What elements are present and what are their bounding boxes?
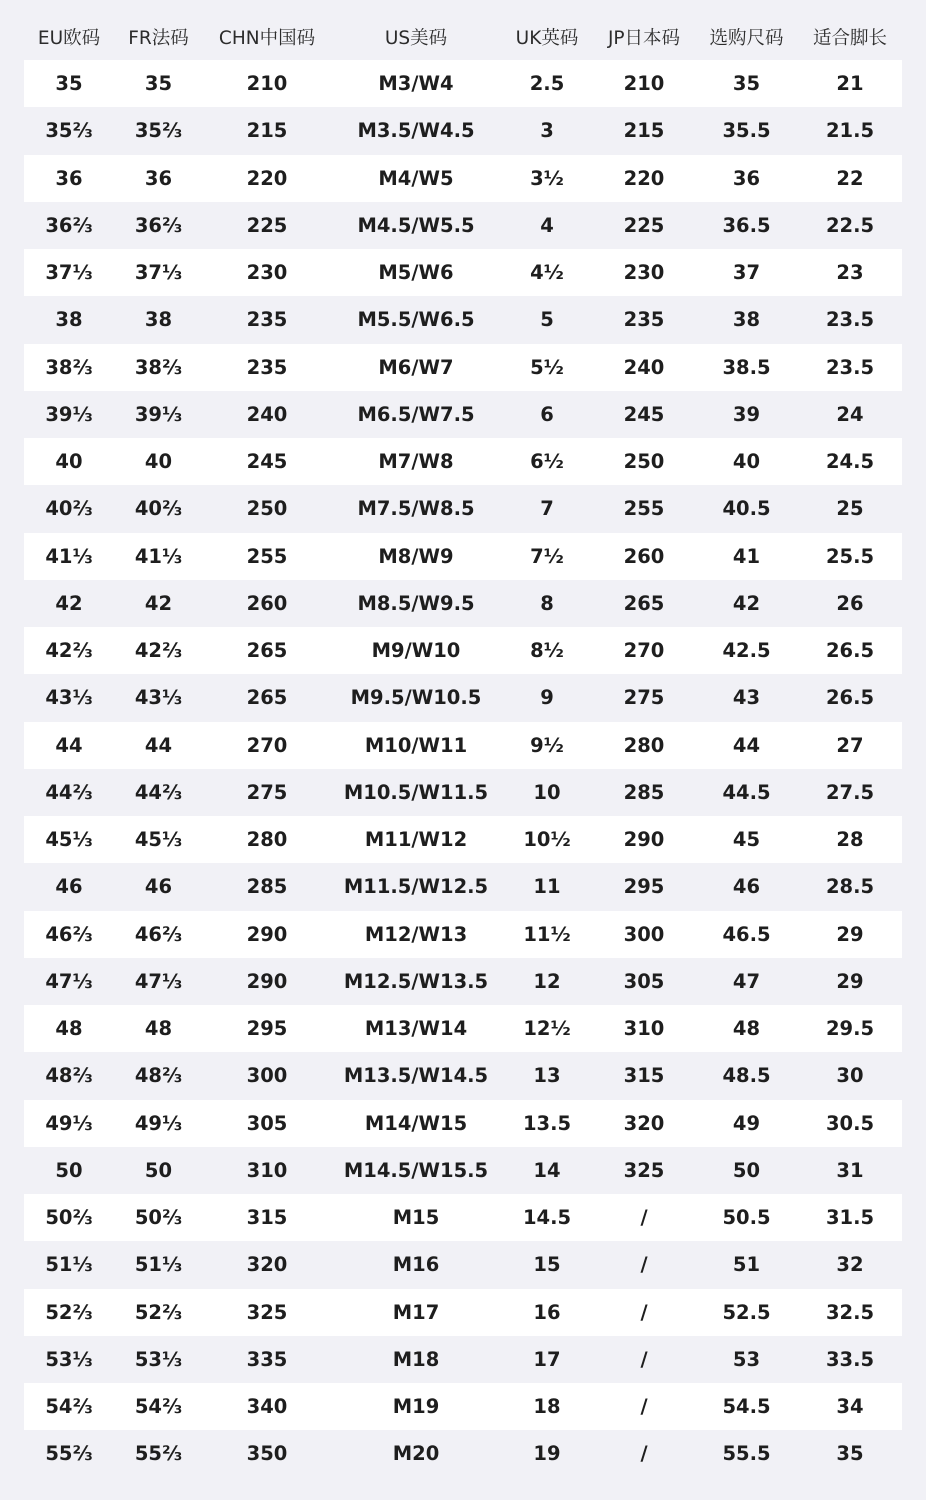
cell-fr: 44⅔	[134, 780, 183, 804]
cell-selected-size: 54.5	[722, 1395, 771, 1419]
cell-us: M4.5/W5.5	[357, 213, 475, 237]
cell-chn: 230	[246, 261, 288, 285]
table-row	[24, 911, 902, 958]
cell-jp: 285	[623, 780, 665, 804]
cell-jp: 215	[623, 119, 665, 143]
cell-selected-size: 46.5	[722, 922, 771, 946]
cell-chn: 260	[246, 591, 288, 615]
cell-us: M18	[392, 1347, 440, 1371]
table-row	[24, 533, 902, 580]
table-row	[24, 1289, 902, 1336]
cell-selected-size: 38	[732, 308, 761, 332]
header-uk: UK英码	[515, 28, 579, 49]
cell-us: M7.5/W8.5	[357, 497, 475, 521]
cell-uk: 14.5	[522, 1206, 572, 1230]
cell-eu: 35⅔	[45, 119, 93, 143]
cell-selected-size: 40.5	[722, 497, 771, 521]
cell-us: M3.5/W4.5	[357, 119, 475, 143]
cell-foot-length: 25	[836, 497, 864, 521]
cell-foot-length: 22	[836, 166, 864, 190]
cell-fr: 46⅔	[134, 922, 183, 946]
cell-us: M3/W4	[378, 72, 454, 96]
header-eu: EU欧码	[37, 28, 101, 49]
cell-uk: 9½	[530, 733, 564, 757]
cell-fr: 40	[144, 450, 173, 474]
cell-uk: 5½	[530, 355, 564, 379]
cell-us: M10/W11	[364, 733, 468, 757]
cell-fr: 39⅓	[134, 402, 183, 426]
cell-selected-size: 37	[732, 261, 761, 285]
cell-us: M20	[392, 1442, 440, 1466]
cell-uk: 17	[533, 1347, 561, 1371]
cell-jp: 270	[623, 639, 665, 663]
cell-fr: 45⅓	[134, 828, 183, 852]
size-chart-table	[24, 14, 902, 1478]
cell-foot-length: 22.5	[825, 213, 875, 237]
cell-eu: 48⅔	[45, 1064, 93, 1088]
cell-uk: 13.5	[522, 1111, 572, 1135]
cell-chn: 285	[246, 875, 288, 899]
cell-eu: 48	[55, 1017, 83, 1041]
cell-uk: 10	[533, 780, 561, 804]
cell-eu: 35	[55, 72, 83, 96]
cell-fr: 50	[144, 1158, 173, 1182]
cell-uk: 3½	[530, 166, 564, 190]
cell-fr: 49⅓	[134, 1111, 183, 1135]
cell-us: M9/W10	[371, 639, 461, 663]
cell-uk: 13	[533, 1064, 561, 1088]
cell-fr: 52⅔	[134, 1300, 183, 1324]
cell-uk: 11½	[523, 922, 571, 946]
cell-jp: 250	[623, 450, 665, 474]
cell-us: M11/W12	[364, 828, 468, 852]
cell-selected-size: 50	[732, 1158, 761, 1182]
cell-chn: 245	[246, 450, 288, 474]
table-row	[24, 60, 902, 107]
cell-jp: 230	[623, 261, 665, 285]
cell-chn: 210	[246, 72, 288, 96]
cell-chn: 335	[246, 1347, 288, 1371]
cell-jp: 225	[623, 213, 665, 237]
cell-eu: 47⅓	[45, 969, 93, 993]
cell-uk: 11	[533, 875, 561, 899]
cell-us: M13.5/W14.5	[343, 1064, 489, 1088]
cell-fr: 48⅔	[134, 1064, 183, 1088]
cell-foot-length: 21	[836, 72, 864, 96]
cell-jp: /	[640, 1395, 648, 1419]
table-row	[24, 627, 902, 674]
cell-chn: 225	[246, 213, 288, 237]
cell-eu: 42⅔	[45, 639, 93, 663]
table-row	[24, 202, 902, 249]
cell-chn: 315	[246, 1206, 288, 1230]
cell-jp: 310	[623, 1017, 665, 1041]
cell-selected-size: 39	[732, 402, 761, 426]
cell-eu: 49⅓	[45, 1111, 93, 1135]
table-row	[24, 1336, 902, 1383]
cell-eu: 45⅓	[45, 828, 93, 852]
cell-chn: 320	[246, 1253, 288, 1277]
cell-jp: /	[640, 1347, 648, 1371]
table-row	[24, 438, 902, 485]
cell-fr: 53⅓	[134, 1347, 183, 1371]
cell-fr: 43⅓	[134, 686, 183, 710]
cell-us: M8.5/W9.5	[357, 591, 475, 615]
cell-eu: 46	[55, 875, 83, 899]
cell-us: M14.5/W15.5	[343, 1158, 489, 1182]
header-foot-length: 适合脚长	[812, 28, 887, 49]
cell-chn: 340	[246, 1395, 288, 1419]
cell-fr: 50⅔	[134, 1206, 183, 1230]
cell-jp: 235	[623, 308, 665, 332]
cell-eu: 50	[55, 1158, 83, 1182]
cell-fr: 51⅓	[134, 1253, 183, 1277]
cell-uk: 10½	[523, 828, 571, 852]
cell-foot-length: 28.5	[825, 875, 875, 899]
cell-eu: 40	[55, 450, 83, 474]
cell-selected-size: 41	[732, 544, 761, 568]
cell-chn: 235	[246, 355, 288, 379]
cell-selected-size: 42	[732, 591, 761, 615]
cell-selected-size: 52.5	[722, 1300, 771, 1324]
cell-us: M12.5/W13.5	[343, 969, 489, 993]
cell-eu: 44	[55, 733, 83, 757]
table-row	[24, 769, 902, 816]
table-row	[24, 107, 902, 154]
cell-foot-length: 25.5	[825, 544, 875, 568]
table-row	[24, 958, 902, 1005]
cell-selected-size: 40	[732, 450, 761, 474]
table-row	[24, 816, 902, 863]
cell-chn: 235	[246, 308, 288, 332]
cell-foot-length: 29	[836, 969, 864, 993]
cell-uk: 9	[540, 686, 554, 710]
cell-foot-length: 32.5	[825, 1300, 875, 1324]
cell-fr: 55⅔	[134, 1442, 183, 1466]
cell-eu: 39⅓	[45, 402, 93, 426]
cell-foot-length: 27.5	[825, 780, 875, 804]
header-fr: FR法码	[128, 28, 189, 49]
table-row	[24, 155, 902, 202]
cell-chn: 305	[246, 1111, 288, 1135]
cell-jp: 275	[623, 686, 665, 710]
cell-uk: 14	[533, 1158, 561, 1182]
cell-foot-length: 26.5	[825, 686, 875, 710]
cell-chn: 325	[246, 1300, 288, 1324]
cell-foot-length: 31	[836, 1158, 864, 1182]
cell-chn: 240	[246, 402, 288, 426]
cell-uk: 3	[540, 119, 554, 143]
cell-selected-size: 55.5	[722, 1442, 771, 1466]
cell-chn: 255	[246, 544, 288, 568]
cell-us: M10.5/W11.5	[343, 780, 489, 804]
cell-chn: 215	[246, 119, 288, 143]
cell-eu: 41⅓	[45, 544, 93, 568]
cell-jp: 210	[623, 72, 665, 96]
cell-fr: 35	[144, 72, 173, 96]
cell-uk: 12	[533, 969, 561, 993]
cell-fr: 35⅔	[134, 119, 183, 143]
header-selected-size: 选购尺码	[709, 28, 784, 49]
table-row	[24, 1194, 902, 1241]
cell-uk: 6½	[530, 450, 564, 474]
table-row	[24, 863, 902, 910]
cell-fr: 41⅓	[134, 544, 183, 568]
cell-fr: 38⅔	[134, 355, 183, 379]
cell-us: M17	[392, 1300, 440, 1324]
cell-us: M16	[392, 1253, 440, 1277]
cell-foot-length: 23.5	[825, 308, 875, 332]
cell-jp: 325	[623, 1158, 665, 1182]
cell-uk: 6	[540, 402, 554, 426]
cell-eu: 51⅓	[45, 1253, 93, 1277]
cell-selected-size: 35.5	[722, 119, 771, 143]
cell-eu: 52⅔	[45, 1300, 93, 1324]
table-row	[24, 296, 902, 343]
table-row	[24, 1052, 902, 1099]
cell-chn: 270	[246, 733, 288, 757]
cell-foot-length: 27	[836, 733, 864, 757]
cell-chn: 220	[246, 166, 288, 190]
cell-uk: 12½	[523, 1017, 571, 1041]
table-row	[24, 1005, 902, 1052]
table-row	[24, 485, 902, 532]
cell-selected-size: 43	[732, 686, 761, 710]
cell-jp: 305	[623, 969, 665, 993]
cell-foot-length: 26.5	[825, 639, 875, 663]
cell-fr: 40⅔	[134, 497, 183, 521]
table-row	[24, 1241, 902, 1288]
cell-chn: 350	[246, 1442, 288, 1466]
cell-jp: 265	[623, 591, 665, 615]
cell-chn: 250	[246, 497, 288, 521]
cell-selected-size: 36	[732, 166, 761, 190]
cell-eu: 38⅔	[45, 355, 93, 379]
cell-foot-length: 28	[836, 828, 864, 852]
cell-fr: 36⅔	[134, 213, 183, 237]
cell-us: M11.5/W12.5	[343, 875, 489, 899]
table-row	[24, 580, 902, 627]
cell-fr: 47⅓	[134, 969, 183, 993]
cell-selected-size: 46	[732, 875, 761, 899]
header-jp: JP日本码	[607, 28, 681, 49]
cell-jp: 220	[623, 166, 665, 190]
cell-fr: 48	[144, 1017, 173, 1041]
cell-fr: 37⅓	[134, 261, 183, 285]
cell-us: M9.5/W10.5	[350, 686, 482, 710]
cell-uk: 4½	[530, 261, 564, 285]
cell-foot-length: 33.5	[825, 1347, 875, 1371]
cell-uk: 5	[540, 308, 554, 332]
cell-foot-length: 34	[836, 1395, 864, 1419]
table-row	[24, 1430, 902, 1477]
cell-foot-length: 30.5	[825, 1111, 875, 1135]
cell-uk: 7½	[530, 544, 564, 568]
cell-selected-size: 48	[732, 1017, 761, 1041]
table-row	[24, 1383, 902, 1430]
cell-selected-size: 44	[732, 733, 761, 757]
cell-selected-size: 45	[732, 828, 761, 852]
cell-chn: 295	[246, 1017, 288, 1041]
cell-us: M12/W13	[364, 922, 468, 946]
cell-selected-size: 49	[732, 1111, 761, 1135]
cell-us: M19	[392, 1395, 440, 1419]
cell-eu: 54⅔	[45, 1395, 93, 1419]
cell-eu: 55⅔	[45, 1442, 93, 1466]
cell-foot-length: 30	[836, 1064, 864, 1088]
cell-selected-size: 38.5	[722, 355, 771, 379]
cell-uk: 7	[540, 497, 554, 521]
cell-eu: 42	[55, 591, 83, 615]
cell-fr: 38	[144, 308, 173, 332]
cell-selected-size: 35	[732, 72, 761, 96]
cell-selected-size: 44.5	[722, 780, 771, 804]
cell-fr: 54⅔	[134, 1395, 183, 1419]
cell-chn: 290	[246, 922, 288, 946]
cell-chn: 290	[246, 969, 288, 993]
cell-selected-size: 42.5	[722, 639, 771, 663]
cell-us: M15	[392, 1206, 440, 1230]
cell-fr: 36	[144, 166, 173, 190]
cell-us: M4/W5	[378, 166, 454, 190]
cell-eu: 43⅓	[45, 686, 93, 710]
cell-eu: 38	[55, 308, 83, 332]
cell-foot-length: 21.5	[825, 119, 875, 143]
cell-jp: 320	[623, 1111, 665, 1135]
cell-foot-length: 32	[836, 1253, 864, 1277]
cell-foot-length: 26	[836, 591, 864, 615]
cell-foot-length: 23.5	[825, 355, 875, 379]
cell-foot-length: 24	[836, 402, 864, 426]
cell-chn: 275	[246, 780, 288, 804]
cell-chn: 310	[246, 1158, 288, 1182]
table-header-row	[24, 14, 902, 60]
cell-uk: 8½	[530, 639, 564, 663]
cell-jp: 290	[623, 828, 665, 852]
cell-foot-length: 35	[836, 1442, 864, 1466]
cell-us: M13/W14	[364, 1017, 468, 1041]
cell-chn: 265	[246, 686, 288, 710]
cell-uk: 8	[540, 591, 554, 615]
table-row	[24, 391, 902, 438]
table-row	[24, 344, 902, 391]
cell-jp: /	[640, 1442, 648, 1466]
cell-fr: 42⅔	[134, 639, 183, 663]
cell-us: M5.5/W6.5	[357, 308, 475, 332]
cell-fr: 46	[144, 875, 173, 899]
cell-uk: 4	[540, 213, 554, 237]
table-row	[24, 674, 902, 721]
cell-selected-size: 53	[732, 1347, 761, 1371]
cell-foot-length: 31.5	[825, 1206, 875, 1230]
cell-foot-length: 29	[836, 922, 864, 946]
cell-jp: 280	[623, 733, 665, 757]
cell-foot-length: 24.5	[825, 450, 875, 474]
table-row	[24, 249, 902, 296]
cell-jp: /	[640, 1300, 648, 1324]
table-body	[24, 60, 902, 1478]
cell-chn: 300	[246, 1064, 288, 1088]
cell-uk: 15	[533, 1253, 561, 1277]
cell-jp: 300	[623, 922, 665, 946]
cell-uk: 2.5	[529, 72, 565, 96]
cell-eu: 53⅓	[45, 1347, 93, 1371]
cell-selected-size: 51	[732, 1253, 761, 1277]
cell-selected-size: 48.5	[722, 1064, 771, 1088]
cell-jp: 245	[623, 402, 665, 426]
cell-jp: 240	[623, 355, 665, 379]
cell-selected-size: 36.5	[722, 213, 771, 237]
cell-eu: 37⅓	[45, 261, 93, 285]
cell-fr: 44	[144, 733, 173, 757]
cell-jp: /	[640, 1253, 648, 1277]
cell-us: M6.5/W7.5	[357, 402, 475, 426]
cell-eu: 50⅔	[45, 1206, 93, 1230]
cell-selected-size: 47	[732, 969, 761, 993]
cell-us: M5/W6	[378, 261, 454, 285]
cell-eu: 46⅔	[45, 922, 93, 946]
cell-uk: 18	[533, 1395, 561, 1419]
cell-foot-length: 23	[836, 261, 864, 285]
cell-eu: 44⅔	[45, 780, 93, 804]
table-row	[24, 1147, 902, 1194]
cell-eu: 36⅔	[45, 213, 93, 237]
cell-us: M8/W9	[378, 544, 454, 568]
cell-chn: 265	[246, 639, 288, 663]
table-row	[24, 1100, 902, 1147]
table-row	[24, 722, 902, 769]
cell-jp: 255	[623, 497, 665, 521]
cell-us: M7/W8	[378, 450, 454, 474]
cell-us: M6/W7	[378, 355, 454, 379]
cell-eu: 40⅔	[45, 497, 93, 521]
cell-uk: 19	[533, 1442, 561, 1466]
cell-foot-length: 29.5	[825, 1017, 875, 1041]
cell-chn: 280	[246, 828, 288, 852]
cell-jp: 260	[623, 544, 665, 568]
cell-jp: 295	[623, 875, 665, 899]
cell-jp: /	[640, 1206, 648, 1230]
cell-selected-size: 50.5	[722, 1206, 771, 1230]
header-chn: CHN中国码	[218, 28, 316, 49]
cell-fr: 42	[144, 591, 173, 615]
cell-jp: 315	[623, 1064, 665, 1088]
cell-uk: 16	[533, 1300, 561, 1324]
header-us: US美码	[384, 28, 448, 49]
cell-us: M14/W15	[364, 1111, 468, 1135]
cell-eu: 36	[55, 166, 83, 190]
